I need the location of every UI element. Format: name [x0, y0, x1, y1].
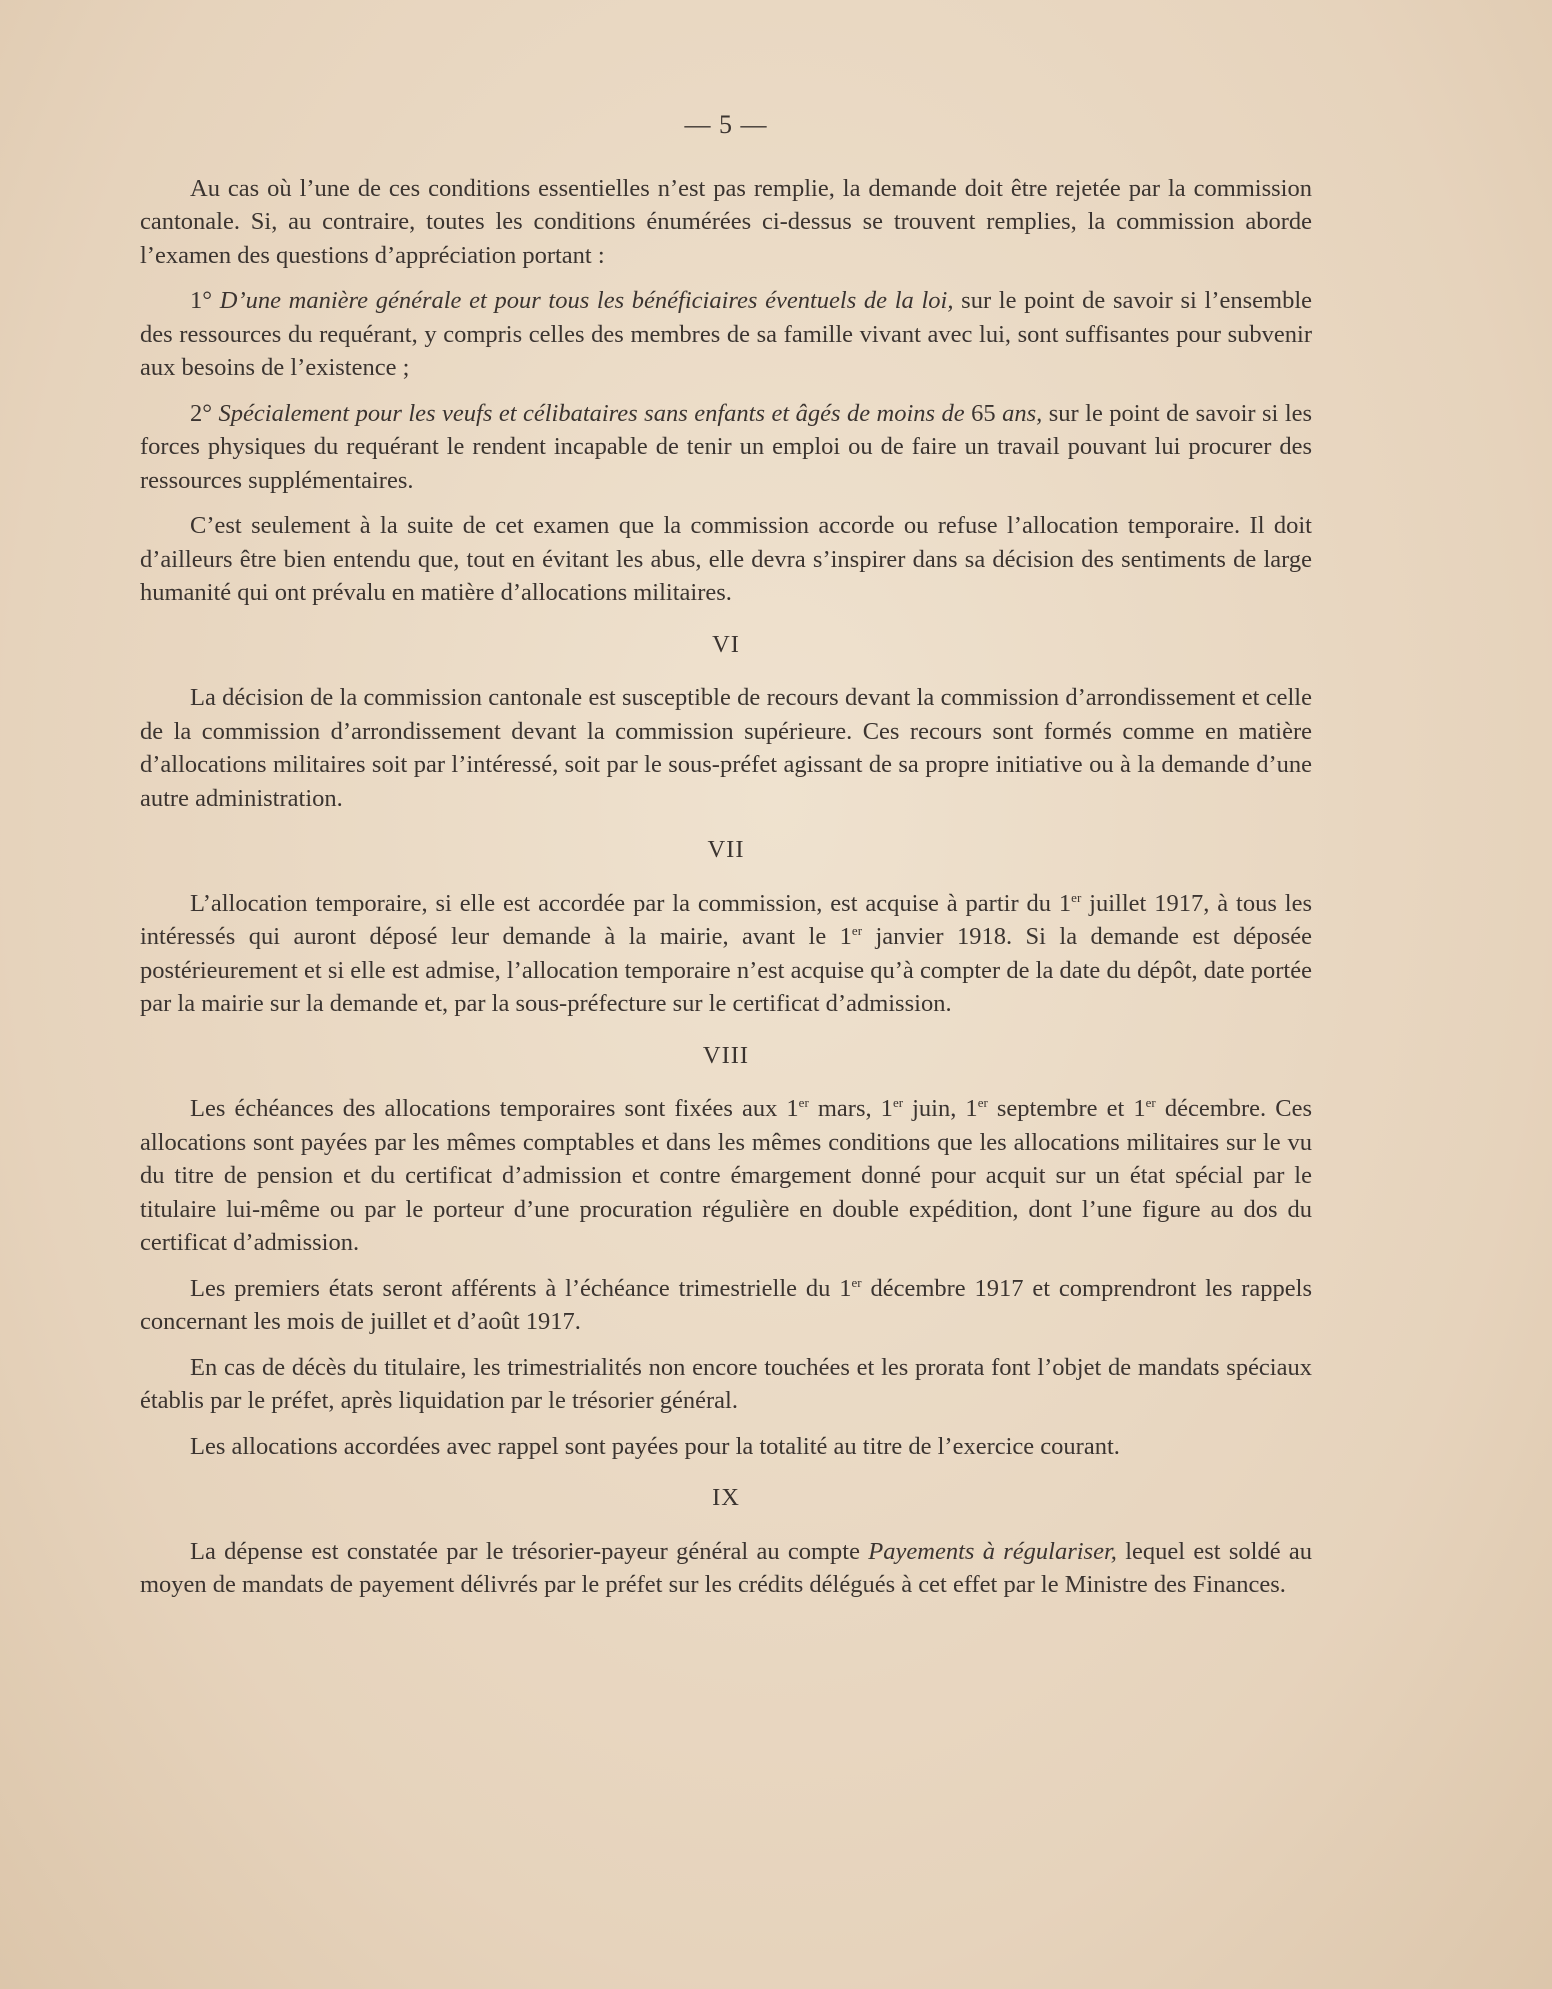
paragraph-text: Les premiers états seront afférents à l’échéance trimestrielle du 1 [190, 1274, 852, 1302]
section-heading-vii: VII [707, 836, 745, 863]
section-heading-vi: VI [712, 630, 740, 658]
paragraph-text: lequel est soldé au moyen de mandats de payement délivrés par le préfet sur les crédits délégués à cet effet par le Ministre des Finances. [140, 1537, 1312, 1598]
document-page [140, 108, 1312, 1614]
paragraph-text: Les échéances des allocations temporaires sont fixées aux 1 [190, 1095, 799, 1122]
paragraph-echeances [140, 1092, 1312, 1260]
paragraph-text: décembre 1917 et comprendront les rappels concernant les mois de juillet et d’août 1917. [140, 1274, 1312, 1335]
paragraph-text: sur le point de savoir si l’ensemble des ressources du requérant, y compris celles des membres de sa famille vivant avec lui, sont suffisantes pour subvenir aux besoins de l’existence ; [140, 287, 1313, 381]
italic-phrase: Payements à régulariser, [868, 1537, 1117, 1565]
italic-phrase: ans, [1002, 399, 1043, 427]
ordinal-suffix: er [1071, 889, 1082, 905]
ordinal-suffix: er [892, 1094, 904, 1110]
paragraph-recours: La décision de la commission cantonale est susceptible de recours devant la commission d’arrondissement et celle de la commission d’arrondissement devant la commission supérieure. Ces recours sont formés comme en matière d’allocations militaires soit par l’intéressé, soit par le sous-préfet agissant de sa propre initiative ou à la demande d’une autre administration. [140, 684, 1312, 812]
section-heading-ix: IX [712, 1484, 740, 1511]
paragraph-text: sur le point de savoir si les forces physiques du requérant le rendent incapable de tenir un emploi ou de faire un travail pouvant lui procurer des ressources supplémentaires. [140, 399, 1313, 494]
ordinal-suffix: er [1145, 1094, 1156, 1110]
ordinal-suffix: er [851, 1274, 862, 1290]
italic-phrase: Spécialement pour les veufs et célibataires sans enfants et âgés de moins de [218, 399, 965, 427]
paragraph-rappel: Les allocations accordées avec rappel sont payées pour la totalité au titre de l’exercice courant. [190, 1432, 1120, 1460]
paragraph-point-2 [140, 397, 1312, 498]
paragraph-examination: C’est seulement à la suite de cet examen que la commission accorde ou refuse l’allocation temporaire. Il doit d’ailleurs être bien entendu que, tout en évitant les abus, elle devra s’inspirer dans sa décision des sentiments de large humanité qui ont prévalu en matière d’allocations militaires. [140, 512, 1312, 606]
paragraph-text: décembre. Ces allocations sont payées par les mêmes comptables et dans les mêmes conditions que les allocations militaires sur le vu du titre de pension et du certificat d’admission et contre émargement donné pour acquit sur un état spécial par le titulaire lui-même ou par le porteur d’une procuration régulière en double expédition, dont l’une figure au dos du certificat d’admission. [140, 1095, 1312, 1256]
paragraph-text: juillet 1917, à tous les intéressés qui auront déposé leur demande à la mairie, avant le 1 [140, 889, 1313, 950]
ordinal-suffix: er [977, 1094, 988, 1110]
paragraph-text: janvier 1918. Si la demande est déposée postérieurement et si elle est admise, l’allocation temporaire n’est acquise qu’à compter de la date du dépôt, date portée par la mairie sur la demande et, par la sous-préfecture sur le certificat d’admission. [140, 923, 1313, 1017]
paragraph-text: La dépense est constatée par le trésorier-payeur général au compte [190, 1537, 860, 1565]
paragraph-depense [140, 1535, 1312, 1602]
ordinal-suffix: er [798, 1094, 809, 1110]
paragraph-text: mars, 1 [808, 1095, 893, 1122]
section-heading-viii: VIII [702, 1041, 750, 1069]
paragraph-allocation-temporaire [140, 887, 1312, 1021]
paragraph-text: septembre et 1 [987, 1095, 1146, 1122]
paragraph-deces: En cas de décès du titulaire, les trimestrialités non encore touchées et les prorata font l’objet de mandats spéciaux établis par le préfet, après liquidation par le trésorier général. [140, 1353, 1312, 1414]
paragraph-premiers-etats [140, 1272, 1312, 1339]
point-number: 2° [190, 399, 213, 427]
paragraph-conditions: Au cas où l’une de ces conditions essentielles n’est pas remplie, la demande doit être rejetée par la commission cantonale. Si, au contraire, toutes les conditions énumérées ci-dessus se trouvent remplies, la commission aborde l’examen des questions d’appréciation portant : [140, 174, 1312, 269]
paragraph-text: L’allocation temporaire, si elle est accordée par la commission, est acquise à partir du 1 [190, 889, 1072, 917]
italic-phrase: D’une manière générale et pour tous les bénéficiaires éventuels de la loi, [219, 287, 954, 314]
page-number: — 5 — [684, 110, 768, 139]
age-number: 65 [971, 399, 996, 427]
ordinal-suffix: er [851, 922, 863, 938]
paragraph-text: juin, 1 [903, 1095, 978, 1122]
paragraph-point-1 [140, 284, 1312, 385]
point-number: 1° [190, 287, 213, 314]
